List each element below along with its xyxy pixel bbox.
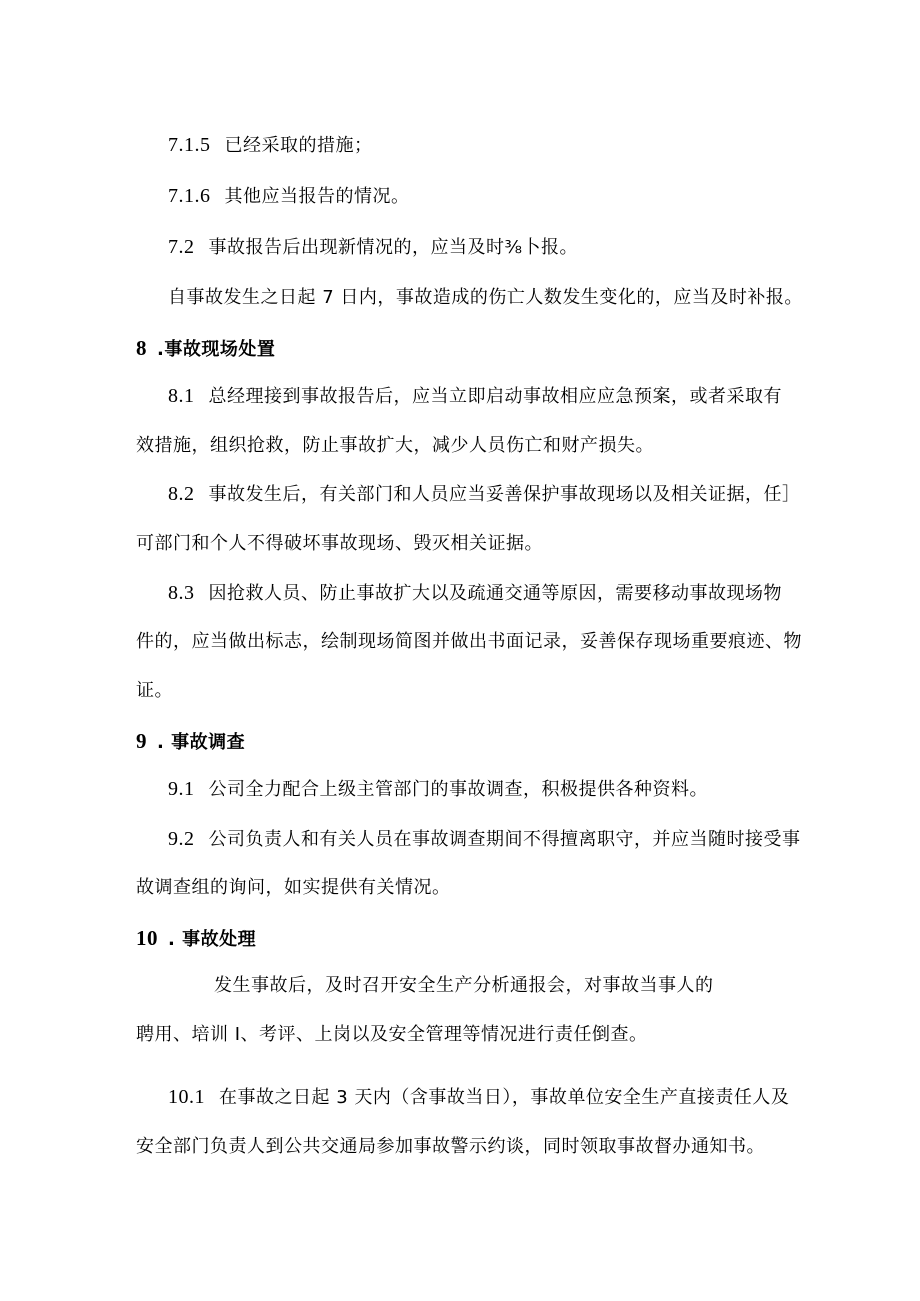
clause-text: 事故报告后出现新情况的，应当及时⅜卜报。: [208, 237, 578, 258]
clause-text: 公司全力配合上级主管部门的事故调查，积极提供各种资料。: [208, 779, 708, 800]
paragraph-text: 聘用、培训 I、考评、上岗以及安全管理等情况进行责任倒查。: [136, 1024, 648, 1045]
section-number: 10: [136, 926, 158, 950]
paragraph-line: [168, 286, 803, 310]
section-heading-8: [136, 336, 275, 362]
clause-number: 9.2: [168, 828, 195, 850]
clause-number: 7.1.5: [168, 134, 211, 156]
paragraph-text: 效措施，组织抢救，防止事故扩大，减少人员伤亡和财产损失。: [136, 435, 654, 456]
section-title: .事故现场处置: [157, 339, 276, 360]
paragraph-line: [214, 974, 714, 998]
clause-9-2: [168, 827, 801, 852]
paragraph-line: [136, 679, 173, 703]
clause-7-1-5: [168, 133, 373, 158]
paragraph-text: 可部门和个人不得破坏事故现场、毁灭相关证据。: [136, 533, 543, 554]
clause-8-2: [168, 482, 801, 507]
clause-text: 事故发生后，有关部门和人员应当妥善保护事故现场以及相关证据，任］: [208, 484, 801, 505]
paragraph-text: 证。: [136, 680, 173, 701]
clause-9-1: [168, 777, 708, 802]
clause-number: 8.2: [168, 483, 195, 505]
paragraph-line: [136, 1135, 765, 1159]
clause-7-2: [168, 235, 578, 260]
section-title: . 事故处理: [168, 929, 257, 950]
clause-8-3: [168, 581, 782, 606]
clause-number: 7.1.6: [168, 185, 211, 207]
paragraph-line: [136, 434, 654, 458]
clause-number: 9.1: [168, 778, 195, 800]
clause-text: 因抢救人员、防止事故扩大以及疏通交通等原因，需要移动事故现场物: [208, 583, 782, 604]
section-heading-9: [136, 729, 245, 755]
paragraph-text: 发生事故后，及时召开安全生产分析通报会，对事故当事人的: [214, 975, 714, 996]
paragraph-text: 自事故发生之日起 7 日内，事故造成的伤亡人数发生变化的，应当及时补报。: [168, 287, 803, 308]
clause-10-1: [168, 1085, 789, 1110]
clause-text: 公司负责人和有关人员在事故调查期间不得擅离职守，并应当随时接受事: [208, 829, 801, 850]
section-title: . 事故调查: [157, 732, 246, 753]
section-heading-10: [136, 926, 256, 952]
paragraph-line: [136, 1023, 648, 1047]
clause-7-1-6: [168, 184, 410, 209]
clause-text: 其他应当报告的情况。: [224, 186, 410, 207]
section-number: 8: [136, 336, 147, 360]
paragraph-line: [136, 876, 451, 900]
clause-8-1: [168, 384, 782, 409]
clause-text: 已经采取的措施；: [224, 135, 373, 156]
section-number: 9: [136, 729, 147, 753]
paragraph-text: 故调查组的询问，如实提供有关情况。: [136, 877, 451, 898]
paragraph-text: 安全部门负责人到公共交通局参加事故警示约谈，同时领取事故督办通知书。: [136, 1136, 765, 1157]
clause-number: 10.1: [168, 1086, 205, 1108]
clause-number: 8.1: [168, 385, 195, 407]
clause-number: 8.3: [168, 582, 195, 604]
clause-text: 在事故之日起 3 天内（含事故当日），事故单位安全生产直接责任人及: [219, 1087, 790, 1108]
paragraph-line: [136, 630, 802, 654]
paragraph-text: 件的，应当做出标志，绘制现场简图并做出书面记录，妥善保存现场重要痕迹、物: [136, 631, 802, 652]
clause-text: 总经理接到事故报告后，应当立即启动事故相应应急预案，或者采取有: [208, 386, 782, 407]
paragraph-line: [136, 532, 543, 556]
clause-number: 7.2: [168, 236, 195, 258]
